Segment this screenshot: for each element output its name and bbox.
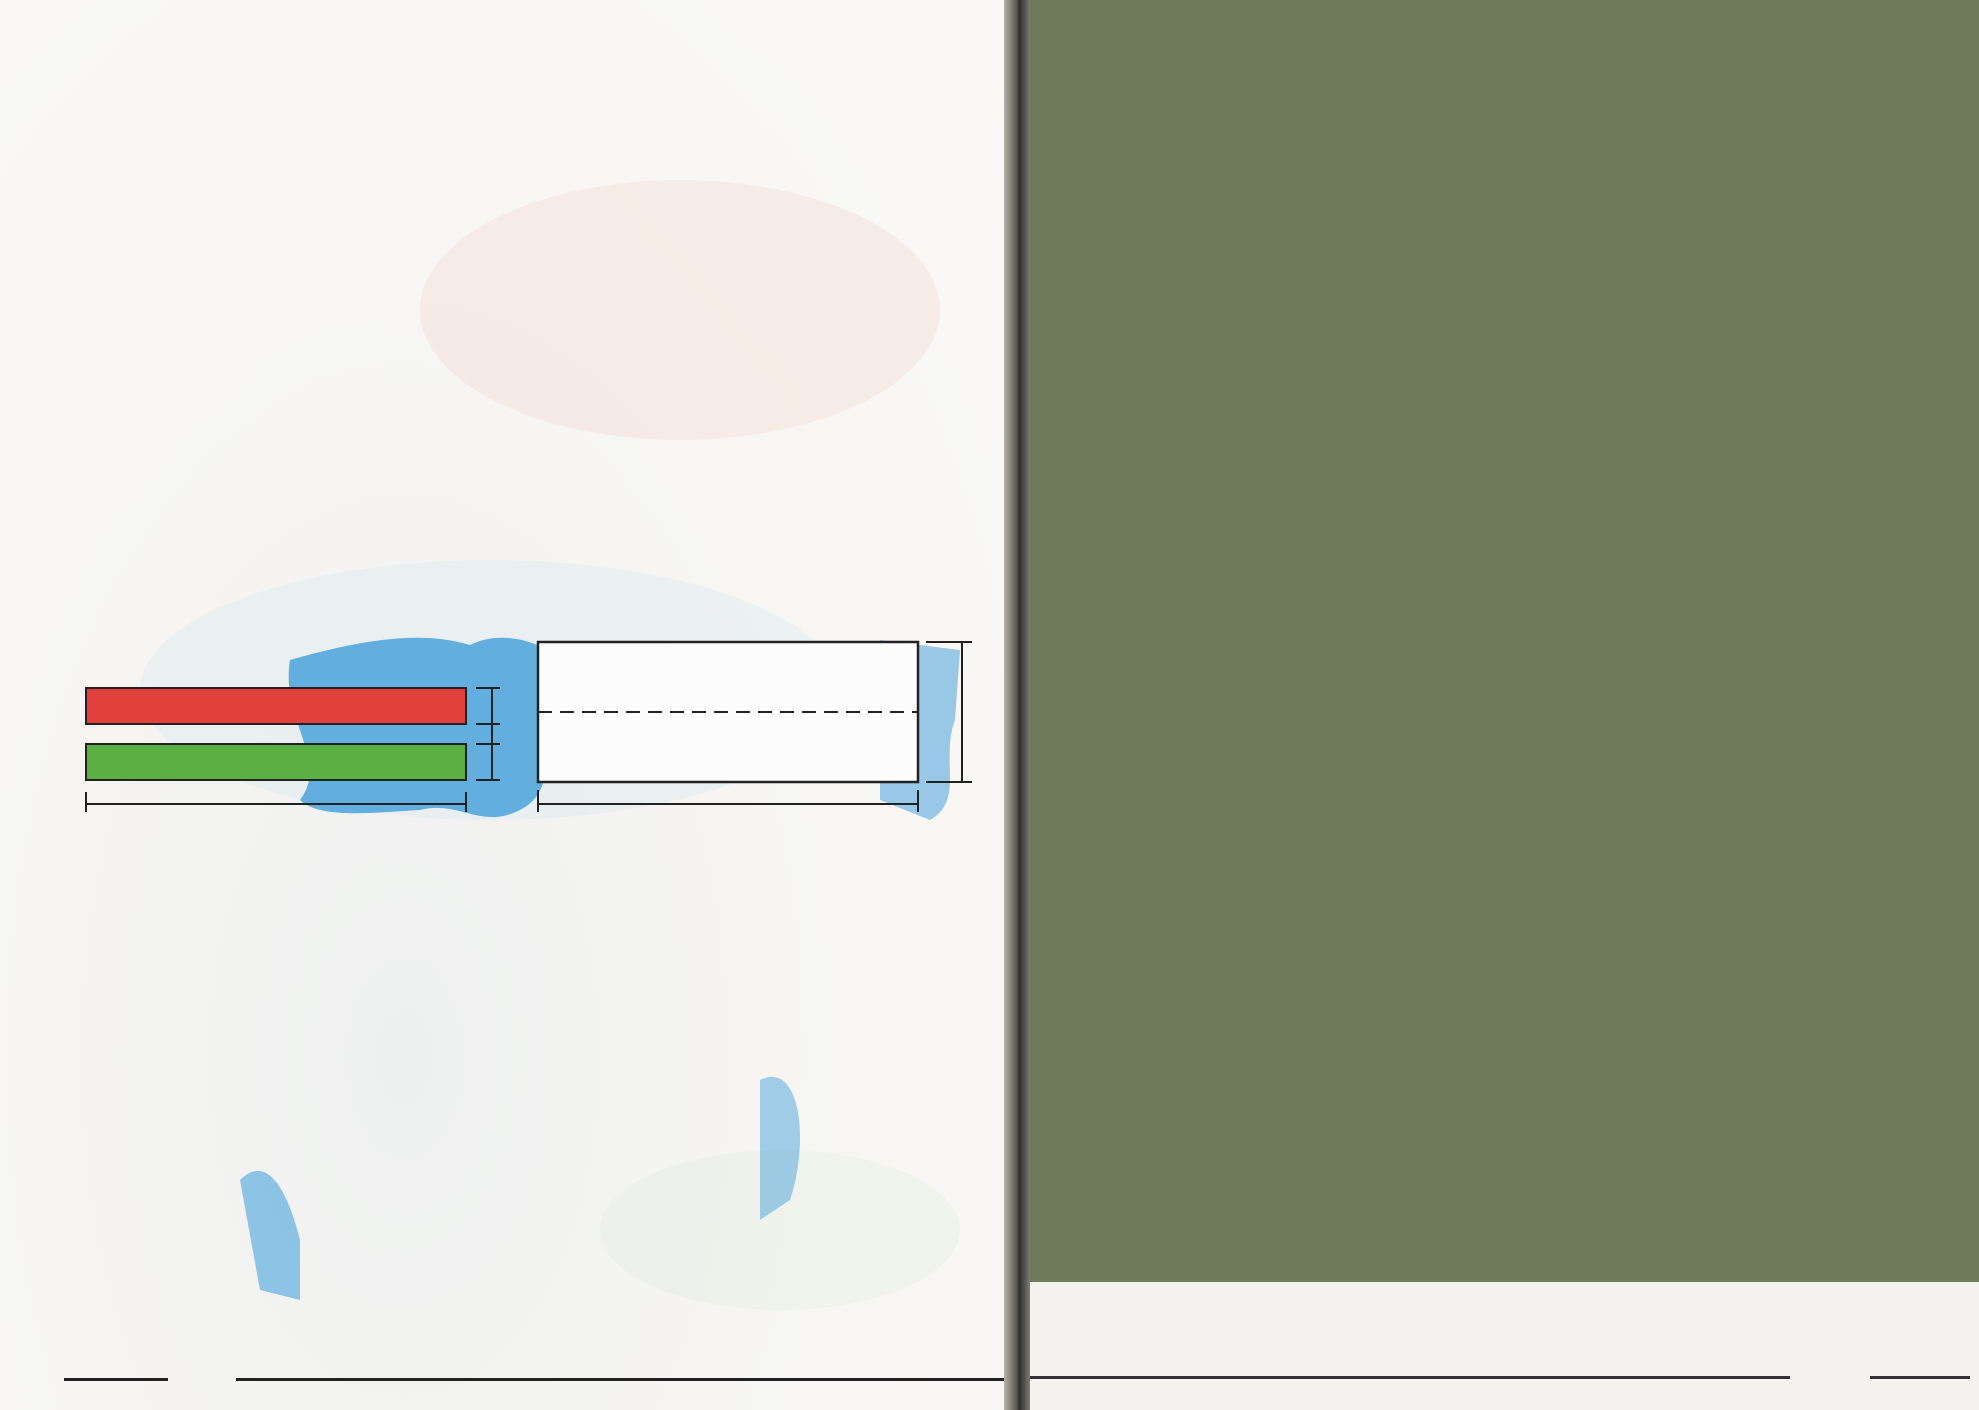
book-gutter: [1004, 0, 1032, 1410]
footer-rule: [1030, 1376, 1790, 1379]
right-page: [1030, 0, 1979, 1410]
footer-rule: [64, 1378, 168, 1381]
footer-rule: [236, 1378, 1006, 1381]
bookmarks-photo: [1030, 0, 1979, 1410]
photo-background: [1030, 0, 1979, 1282]
footer-rule: [1870, 1376, 1970, 1379]
blue-splash: [240, 1171, 300, 1300]
blue-splash: [760, 1077, 800, 1220]
